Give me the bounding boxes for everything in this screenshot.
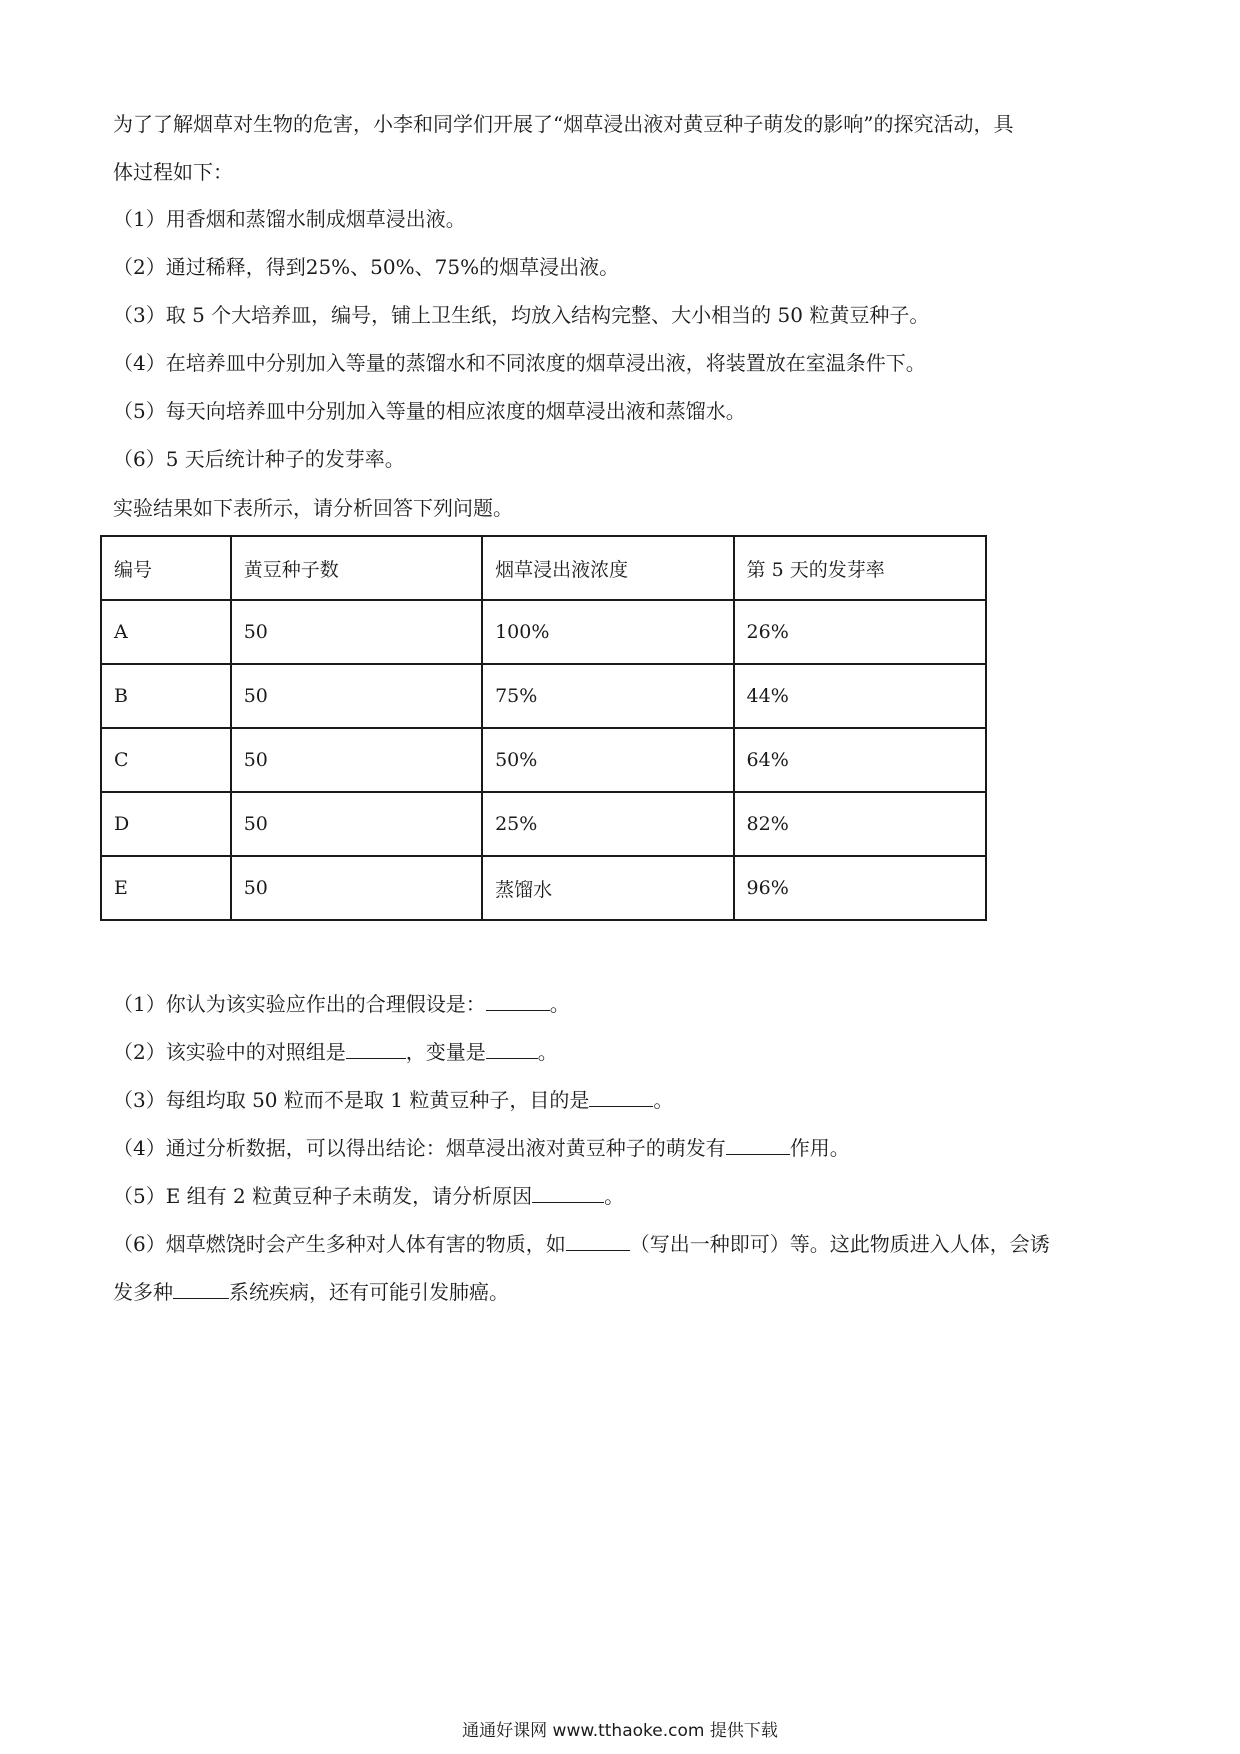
header-seed-count: 黄豆种子数 [231, 536, 482, 600]
answer-blank[interactable] [346, 1038, 406, 1059]
step-6: （6）5 天后统计种子的发芽率。 [113, 447, 405, 471]
table-header-row [101, 536, 986, 600]
cell-seed-count: 50 [231, 664, 482, 728]
results-table [100, 535, 987, 921]
question-6-cont: 发多种 [113, 1280, 173, 1304]
answer-blank[interactable] [726, 1134, 790, 1155]
step-2: （2）通过稀释，得到25%、50%、75%的烟草浸出液。 [113, 255, 620, 279]
cell-concentration: 75% [482, 664, 733, 728]
cell-id: D [101, 792, 231, 856]
answer-blank[interactable] [566, 1230, 630, 1251]
question-3-text: （3）每组均取 50 粒而不是取 1 粒黄豆种子，目的是 [113, 1088, 590, 1112]
procedure-steps [113, 195, 1133, 483]
header-concentration: 烟草浸出液浓度 [482, 536, 733, 600]
question-4-end: 作用。 [789, 1136, 850, 1160]
table-row [101, 856, 986, 920]
step-1: （1）用香烟和蒸馏水制成烟草浸出液。 [113, 207, 466, 231]
answer-blank[interactable] [532, 1182, 604, 1203]
question-5 [113, 1172, 1143, 1220]
table-row [101, 728, 986, 792]
question-2-text: （2）该实验中的对照组是 [113, 1040, 346, 1064]
step-4: （4）在培养皿中分别加入等量的蒸馏水和不同浓度的烟草浸出液，将装置放在室温条件下。 [113, 351, 926, 375]
intro-paragraph [113, 100, 1133, 196]
cell-seed-count: 50 [231, 856, 482, 920]
header-germination-rate: 第 5 天的发芽率 [734, 536, 986, 600]
answer-blank[interactable] [173, 1278, 229, 1299]
cell-germination-rate: 44% [734, 664, 986, 728]
cell-germination-rate: 82% [734, 792, 986, 856]
cell-id: E [101, 856, 231, 920]
cell-concentration: 50% [482, 728, 733, 792]
question-2-mid: ，变量是 [405, 1040, 486, 1064]
cell-germination-rate: 96% [734, 856, 986, 920]
question-6-mid: （写出一种即可）等。这此物质进入人体，会诱 [629, 1232, 1050, 1256]
question-1 [113, 980, 1143, 1028]
result-intro: 实验结果如下表所示，请分析回答下列问题。 [113, 496, 513, 520]
step-3: （3）取 5 个大培养皿，编号，铺上卫生纸，均放入结构完整、大小相当的 50 粒黄豆种子。 [113, 303, 930, 327]
cell-seed-count: 50 [231, 728, 482, 792]
table-row [101, 792, 986, 856]
cell-concentration: 25% [482, 792, 733, 856]
header-id: 编号 [101, 536, 231, 600]
question-6-line-1 [113, 1220, 1143, 1268]
question-4-text: （4）通过分析数据，可以得出结论：烟草浸出液对黄豆种子的萌发有 [113, 1136, 726, 1160]
cell-germination-rate: 26% [734, 600, 986, 664]
cell-concentration: 蒸馏水 [482, 856, 733, 920]
table-row [101, 600, 986, 664]
question-2 [113, 1028, 1143, 1076]
answer-blank[interactable] [589, 1086, 653, 1107]
question-4 [113, 1124, 1143, 1172]
question-5-text: （5）E 组有 2 粒黄豆种子未萌发，请分析原因 [113, 1184, 533, 1208]
question-2-end: 。 [537, 1040, 558, 1064]
cell-id: C [101, 728, 231, 792]
questions-section [113, 980, 1143, 1316]
question-3 [113, 1076, 1143, 1124]
question-5-end: 。 [604, 1184, 625, 1208]
question-3-end: 。 [653, 1088, 674, 1112]
answer-blank[interactable] [486, 1038, 538, 1059]
cell-id: A [101, 600, 231, 664]
question-6-end: 系统疾病，还有可能引发肺癌。 [229, 1280, 509, 1304]
question-1-text: （1）你认为该实验应作出的合理假设是： [113, 992, 486, 1016]
footer-source: 通通好课网 www.tthaoke.com 提供下载 [462, 1721, 778, 1741]
step-5: （5）每天向培养皿中分别加入等量的相应浓度的烟草浸出液和蒸馏水。 [113, 399, 746, 423]
question-6-text: （6）烟草燃饶时会产生多种对人体有害的物质，如 [113, 1232, 566, 1256]
table-row [101, 664, 986, 728]
cell-germination-rate: 64% [734, 728, 986, 792]
intro-line-2: 体过程如下： [113, 160, 233, 184]
question-6-line-2 [113, 1268, 1143, 1316]
cell-seed-count: 50 [231, 792, 482, 856]
cell-concentration: 100% [482, 600, 733, 664]
intro-line-1: 为了了解烟草对生物的危害，小李和同学们开展了“烟草浸出液对黄豆种子萌发的影响”的探究活动，具 [113, 112, 1014, 136]
answer-blank[interactable] [486, 990, 550, 1011]
question-1-end: 。 [549, 992, 570, 1016]
cell-id: B [101, 664, 231, 728]
cell-seed-count: 50 [231, 600, 482, 664]
